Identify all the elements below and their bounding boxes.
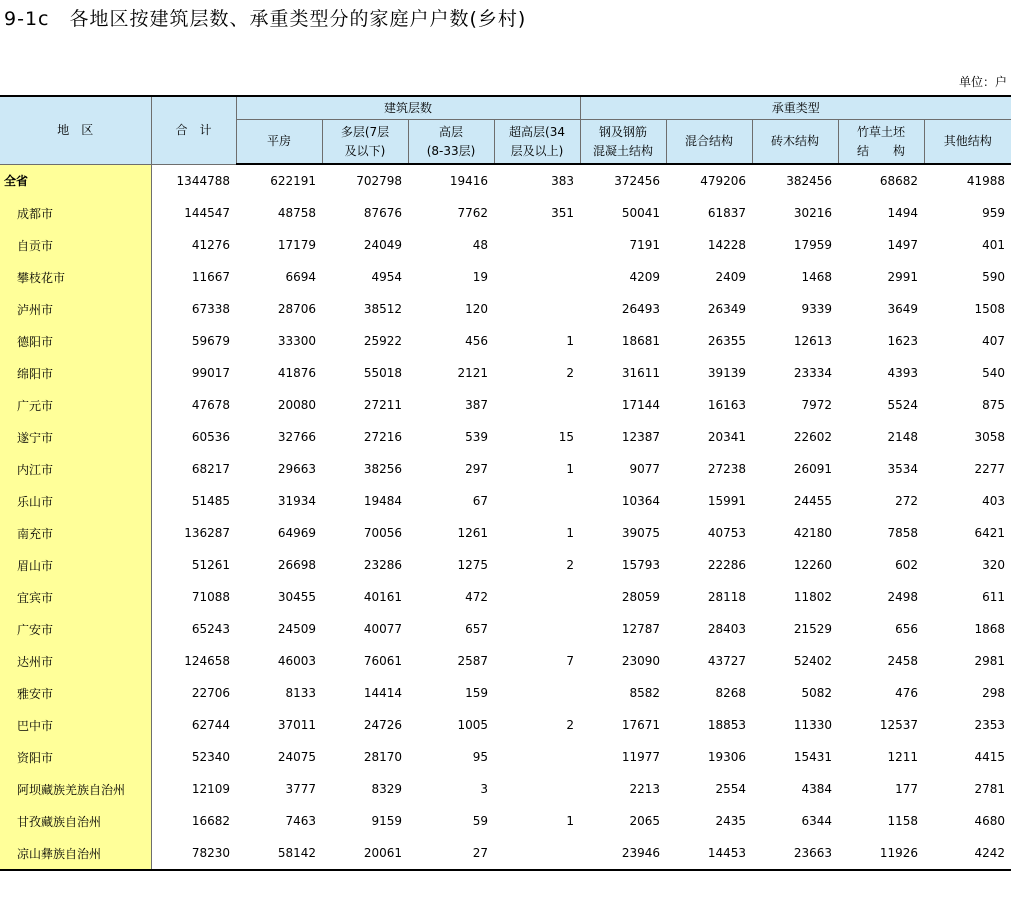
- header-col-line1: 竹草土坯: [857, 124, 906, 139]
- cell-chaogao: [494, 229, 580, 261]
- cell-qita: 2981: [974, 654, 1006, 668]
- cell-total: 68217: [191, 462, 230, 476]
- cell-zhuanmu: 9339: [801, 302, 833, 316]
- table-row: [0, 805, 1011, 837]
- region-cell: 广安市: [0, 613, 151, 645]
- cell-gaoceng: 120: [465, 302, 488, 316]
- cell-chaogao: 7: [566, 654, 575, 668]
- cell-zhucao: 2458: [887, 654, 919, 668]
- cell-zhuanmu: 30216: [793, 206, 833, 220]
- cell-pingfang: 28706: [277, 302, 316, 316]
- cell-zhuanmu: 12613: [793, 334, 833, 348]
- region-cell: 巴中市: [0, 709, 151, 741]
- cell-duoceng: 4954: [371, 270, 402, 284]
- region-cell: 凉山彝族自治州: [0, 837, 151, 870]
- cell-gangjin: 10364: [621, 494, 661, 508]
- header-floors-group: 建筑层数: [236, 96, 580, 120]
- cell-gaoceng: 1261: [457, 526, 488, 540]
- cell-zhuanmu: 24455: [793, 494, 833, 508]
- cell-hunhe: 16163: [707, 398, 747, 412]
- cell-zhucao: 2498: [887, 590, 919, 604]
- cell-gaoceng: 2587: [457, 654, 488, 668]
- cell-duoceng: 40077: [363, 622, 402, 636]
- cell-gaoceng: 539: [465, 430, 488, 444]
- cell-total: 78230: [151, 837, 236, 870]
- cell-total: 65243: [191, 622, 230, 636]
- cell-chaogao: [494, 773, 580, 805]
- table-row: [0, 229, 1011, 261]
- cell-hunhe: 2435: [715, 814, 747, 828]
- cell-gaoceng: 7762: [457, 206, 488, 220]
- cell-hunhe: 27238: [707, 462, 747, 476]
- cell-zhucao: 5524: [887, 398, 919, 412]
- cell-gaoceng: 1005: [457, 718, 488, 732]
- unit-label: 单位：户: [958, 75, 1007, 89]
- cell-duoceng: 24726: [363, 718, 402, 732]
- cell-gangjin: 18681: [621, 334, 661, 348]
- cell-zhucao: 12537: [879, 718, 919, 732]
- region-cell: 达州市: [0, 645, 151, 677]
- cell-chaogao: 2: [566, 558, 575, 572]
- cell-chaogao: [494, 837, 580, 870]
- cell-pingfang: 3777: [285, 782, 316, 796]
- cell-zhuanmu: 382456: [786, 174, 833, 188]
- table-row: [0, 357, 1011, 389]
- region-cell: 眉山市: [0, 549, 151, 581]
- cell-pingfang: 24509: [277, 622, 316, 636]
- cell-gaoceng: 3: [480, 782, 488, 796]
- header-col-4: [580, 120, 666, 165]
- cell-chaogao: 1: [566, 526, 575, 540]
- cell-duoceng: 19484: [363, 494, 402, 508]
- cell-qita: 1508: [974, 302, 1006, 316]
- cell-zhucao: 7858: [887, 526, 919, 540]
- cell-total: 51261: [191, 558, 230, 572]
- header-col-line2: 结 构: [857, 143, 906, 158]
- cell-duoceng: 87676: [363, 206, 402, 220]
- cell-chaogao: 2: [566, 718, 575, 732]
- header-region: 地 区: [0, 96, 151, 164]
- cell-gaoceng: 67: [472, 494, 488, 508]
- cell-duoceng: 27216: [363, 430, 402, 444]
- cell-zhucao: 1623: [887, 334, 919, 348]
- cell-gaoceng: 59: [472, 814, 488, 828]
- table-row: [0, 549, 1011, 581]
- cell-chaogao: 15: [558, 430, 575, 444]
- cell-zhucao: 1497: [887, 238, 919, 252]
- region-cell: 广元市: [0, 389, 151, 421]
- cell-gangjin: 9077: [629, 462, 661, 476]
- cell-qita: 4680: [974, 814, 1006, 828]
- cell-gaoceng: 19416: [449, 174, 488, 188]
- header-col-1: [322, 120, 408, 165]
- cell-hunhe: 18853: [707, 718, 747, 732]
- cell-gangjin: 23090: [621, 654, 661, 668]
- table-row: [0, 261, 1011, 293]
- cell-pingfang: 26698: [277, 558, 316, 572]
- cell-qita: 2277: [974, 462, 1006, 476]
- header-col-6: [752, 120, 838, 165]
- cell-gaoceng: 27: [408, 837, 494, 870]
- cell-qita: 298: [982, 686, 1006, 700]
- table-row: [0, 741, 1011, 773]
- cell-chaogao: [494, 261, 580, 293]
- table-row: [0, 837, 1011, 870]
- page-title: 9-1c 各地区按建筑层数、承重类型分的家庭户户数(乡村): [4, 8, 527, 30]
- cell-zhuanmu: 23663: [752, 837, 838, 870]
- cell-chaogao: 351: [551, 206, 575, 220]
- cell-zhuanmu: 7972: [801, 398, 833, 412]
- table-row: [0, 197, 1011, 229]
- cell-total: 41276: [191, 238, 230, 252]
- region-cell: 内江市: [0, 453, 151, 485]
- cell-zhuanmu: 17959: [793, 238, 833, 252]
- cell-qita: 611: [982, 590, 1006, 604]
- cell-total: 136287: [184, 526, 230, 540]
- cell-qita: 320: [982, 558, 1006, 572]
- cell-duoceng: 23286: [363, 558, 402, 572]
- cell-hunhe: 19306: [707, 750, 747, 764]
- region-cell: 南充市: [0, 517, 151, 549]
- cell-qita: 4242: [924, 837, 1011, 870]
- cell-qita: 1868: [974, 622, 1006, 636]
- cell-qita: 403: [982, 494, 1006, 508]
- cell-gaoceng: 2121: [457, 366, 488, 380]
- cell-chaogao: [494, 741, 580, 773]
- cell-qita: 590: [982, 270, 1006, 284]
- header-col-line2: (8-33层): [426, 143, 476, 158]
- cell-zhuanmu: 22602: [793, 430, 833, 444]
- cell-total: 16682: [191, 814, 230, 828]
- cell-duoceng: 25922: [363, 334, 402, 348]
- cell-hunhe: 61837: [707, 206, 747, 220]
- cell-hunhe: 26349: [707, 302, 747, 316]
- table-row: [0, 293, 1011, 325]
- cell-qita: 959: [982, 206, 1006, 220]
- cell-gangjin: 15793: [621, 558, 661, 572]
- cell-hunhe: 14228: [707, 238, 747, 252]
- cell-hunhe: 26355: [707, 334, 747, 348]
- cell-gangjin: 4209: [629, 270, 661, 284]
- table-row: [0, 164, 1011, 197]
- cell-zhucao: 177: [895, 782, 919, 796]
- cell-hunhe: 8268: [715, 686, 747, 700]
- cell-duoceng: 38512: [363, 302, 402, 316]
- cell-duoceng: 76061: [363, 654, 402, 668]
- cell-total: 67338: [191, 302, 230, 316]
- cell-pingfang: 37011: [277, 718, 316, 732]
- table-row: [0, 325, 1011, 357]
- cell-zhucao: 3649: [887, 302, 919, 316]
- cell-gangjin: 8582: [629, 686, 661, 700]
- cell-qita: 6421: [974, 526, 1006, 540]
- cell-pingfang: 31934: [277, 494, 316, 508]
- cell-pingfang: 30455: [277, 590, 316, 604]
- cell-zhuanmu: 15431: [793, 750, 833, 764]
- header-col-line1: 平房: [266, 134, 291, 148]
- cell-zhuanmu: 26091: [793, 462, 833, 476]
- cell-pingfang: 48758: [277, 206, 316, 220]
- cell-qita: 875: [982, 398, 1006, 412]
- region-cell: 泸州市: [0, 293, 151, 325]
- region-cell: 全省: [0, 164, 151, 197]
- cell-zhucao: 2991: [887, 270, 919, 284]
- cell-hunhe: 2409: [715, 270, 747, 284]
- table-row: [0, 677, 1011, 709]
- cell-qita: 401: [982, 238, 1006, 252]
- table-row: [0, 709, 1011, 741]
- cell-pingfang: 20080: [277, 398, 316, 412]
- cell-gangjin: 28059: [621, 590, 661, 604]
- cell-hunhe: 22286: [707, 558, 747, 572]
- cell-chaogao: [494, 293, 580, 325]
- cell-zhucao: 1211: [887, 750, 919, 764]
- cell-gangjin: 23946: [580, 837, 666, 870]
- cell-total: 62744: [191, 718, 230, 732]
- region-cell: 德阳市: [0, 325, 151, 357]
- table-row: [0, 485, 1011, 517]
- cell-zhucao: 1494: [887, 206, 919, 220]
- cell-total: 60536: [191, 430, 230, 444]
- header-col-line1: 高层: [438, 124, 463, 139]
- cell-chaogao: 1: [566, 814, 575, 828]
- cell-hunhe: 15991: [707, 494, 747, 508]
- cell-zhucao: 602: [895, 558, 919, 572]
- header-col-line2: 及以下): [344, 143, 386, 158]
- cell-zhucao: 656: [895, 622, 919, 636]
- table-row: [0, 581, 1011, 613]
- cell-gaoceng: 456: [465, 334, 488, 348]
- cell-zhucao: 476: [895, 686, 919, 700]
- cell-qita: 2353: [974, 718, 1006, 732]
- cell-zhuanmu: 6344: [801, 814, 833, 828]
- cell-chaogao: [494, 677, 580, 709]
- cell-gangjin: 17671: [621, 718, 661, 732]
- cell-gangjin: 39075: [621, 526, 661, 540]
- cell-total: 99017: [191, 366, 230, 380]
- table-row: [0, 645, 1011, 677]
- cell-pingfang: 64969: [277, 526, 316, 540]
- cell-pingfang: 8133: [285, 686, 316, 700]
- cell-zhucao: 1158: [887, 814, 919, 828]
- table-row: [0, 517, 1011, 549]
- cell-zhucao: 4393: [887, 366, 919, 380]
- region-cell: 成都市: [0, 197, 151, 229]
- cell-zhuanmu: 23334: [793, 366, 833, 380]
- cell-zhuanmu: 4384: [801, 782, 833, 796]
- table-row: [0, 773, 1011, 805]
- cell-zhuanmu: 42180: [793, 526, 833, 540]
- cell-total: 144547: [184, 206, 230, 220]
- cell-pingfang: 33300: [277, 334, 316, 348]
- cell-pingfang: 17179: [277, 238, 316, 252]
- cell-hunhe: 2554: [715, 782, 747, 796]
- cell-pingfang: 622191: [270, 174, 316, 188]
- header-col-line1: 砖木结构: [771, 134, 820, 148]
- cell-duoceng: 55018: [363, 366, 402, 380]
- region-cell: 雅安市: [0, 677, 151, 709]
- cell-duoceng: 702798: [356, 174, 402, 188]
- cell-hunhe: 479206: [700, 174, 747, 188]
- cell-chaogao: 1: [566, 462, 575, 476]
- cell-total: 124658: [184, 654, 230, 668]
- cell-duoceng: 40161: [363, 590, 402, 604]
- cell-zhuanmu: 12260: [793, 558, 833, 572]
- table-row: [0, 421, 1011, 453]
- cell-zhucao: 2148: [887, 430, 919, 444]
- table-row: [0, 453, 1011, 485]
- cell-duoceng: 27211: [363, 398, 402, 412]
- cell-zhucao: 3534: [887, 462, 919, 476]
- cell-gaoceng: 1275: [457, 558, 488, 572]
- cell-qita: 407: [982, 334, 1006, 348]
- cell-chaogao: [494, 613, 580, 645]
- cell-pingfang: 24075: [277, 750, 316, 764]
- cell-zhuanmu: 11330: [793, 718, 833, 732]
- cell-gaoceng: 159: [465, 686, 488, 700]
- cell-total: 52340: [191, 750, 230, 764]
- cell-chaogao: 383: [551, 174, 575, 188]
- cell-pingfang: 6694: [285, 270, 316, 284]
- cell-total: 12109: [191, 782, 230, 796]
- header-col-2: [408, 120, 494, 165]
- cell-qita: 4415: [974, 750, 1006, 764]
- cell-zhucao: 272: [895, 494, 919, 508]
- region-cell: 乐山市: [0, 485, 151, 517]
- header-col-7: [838, 120, 924, 165]
- cell-chaogao: 2: [566, 366, 575, 380]
- cell-gaoceng: 387: [465, 398, 488, 412]
- header-total: 合 计: [151, 96, 236, 164]
- region-cell: 宜宾市: [0, 581, 151, 613]
- cell-duoceng: 9159: [371, 814, 402, 828]
- cell-pingfang: 29663: [277, 462, 316, 476]
- region-cell: 甘孜藏族自治州: [0, 805, 151, 837]
- cell-gangjin: 26493: [621, 302, 661, 316]
- cell-chaogao: 1: [566, 334, 575, 348]
- cell-gaoceng: 19: [472, 270, 488, 284]
- cell-duoceng: 70056: [363, 526, 402, 540]
- cell-chaogao: [494, 581, 580, 613]
- cell-pingfang: 58142: [236, 837, 322, 870]
- cell-gangjin: 2065: [629, 814, 661, 828]
- cell-duoceng: 24049: [363, 238, 402, 252]
- cell-zhucao: 68682: [879, 174, 919, 188]
- cell-gaoceng: 48: [472, 238, 488, 252]
- cell-total: 71088: [191, 590, 230, 604]
- cell-hunhe: 39139: [707, 366, 747, 380]
- cell-duoceng: 38256: [363, 462, 402, 476]
- header-bearing-group: 承重类型: [580, 96, 1011, 120]
- cell-gaoceng: 297: [465, 462, 488, 476]
- cell-zhuanmu: 11802: [793, 590, 833, 604]
- cell-duoceng: 20061: [322, 837, 408, 870]
- region-cell: 阿坝藏族羌族自治州: [0, 773, 151, 805]
- table-row: [0, 389, 1011, 421]
- table-row: [0, 613, 1011, 645]
- region-cell: 遂宁市: [0, 421, 151, 453]
- cell-gangjin: 50041: [621, 206, 661, 220]
- header-col-5: [666, 120, 752, 165]
- cell-qita: 2781: [974, 782, 1006, 796]
- region-cell: 资阳市: [0, 741, 151, 773]
- header-col-line2: 混凝土结构: [593, 143, 654, 158]
- cell-qita: 540: [982, 366, 1006, 380]
- header-col-0: [236, 120, 322, 165]
- cell-total: 22706: [191, 686, 230, 700]
- cell-gangjin: 31611: [621, 366, 661, 380]
- region-cell: 自贡市: [0, 229, 151, 261]
- cell-total: 11667: [191, 270, 230, 284]
- cell-hunhe: 28118: [707, 590, 747, 604]
- header-col-line1: 其他结构: [943, 134, 992, 148]
- cell-duoceng: 8329: [371, 782, 402, 796]
- header-col-line1: 混合结构: [685, 134, 734, 148]
- cell-hunhe: 43727: [707, 654, 747, 668]
- cell-zhuanmu: 1468: [801, 270, 833, 284]
- region-cell: 绵阳市: [0, 357, 151, 389]
- cell-gangjin: 12387: [621, 430, 661, 444]
- cell-duoceng: 14414: [363, 686, 402, 700]
- cell-gaoceng: 657: [465, 622, 488, 636]
- header-col-line2: 层及以上): [510, 143, 564, 158]
- cell-gangjin: 12787: [621, 622, 661, 636]
- cell-pingfang: 32766: [277, 430, 316, 444]
- cell-zhuanmu: 21529: [793, 622, 833, 636]
- cell-qita: 41988: [966, 174, 1006, 188]
- cell-hunhe: 14453: [666, 837, 752, 870]
- cell-pingfang: 41876: [277, 366, 316, 380]
- data-table: [0, 95, 1011, 871]
- cell-pingfang: 7463: [285, 814, 316, 828]
- cell-zhuanmu: 52402: [793, 654, 833, 668]
- cell-chaogao: [494, 389, 580, 421]
- cell-gangjin: 2213: [629, 782, 661, 796]
- cell-total: 59679: [191, 334, 230, 348]
- cell-gangjin: 7191: [629, 238, 661, 252]
- cell-gaoceng: 95: [472, 750, 488, 764]
- cell-zhuanmu: 5082: [801, 686, 833, 700]
- cell-total: 1344788: [176, 173, 230, 188]
- cell-pingfang: 46003: [277, 654, 316, 668]
- cell-total: 47678: [191, 398, 230, 412]
- cell-gangjin: 17144: [621, 398, 661, 412]
- header-col-8: [924, 120, 1011, 165]
- cell-total: 51485: [191, 494, 230, 508]
- cell-gangjin: 11977: [621, 750, 661, 764]
- cell-hunhe: 40753: [707, 526, 747, 540]
- cell-qita: 3058: [974, 430, 1006, 444]
- header-col-line1: 钢及钢筋: [599, 124, 648, 139]
- header-col-line1: 多层(7层: [340, 124, 390, 139]
- cell-hunhe: 20341: [707, 430, 747, 444]
- header-col-3: [494, 120, 580, 165]
- cell-chaogao: [494, 485, 580, 517]
- cell-duoceng: 28170: [363, 750, 402, 764]
- cell-gangjin: 372456: [614, 174, 661, 188]
- header-col-line1: 超高层(34: [509, 124, 565, 139]
- cell-hunhe: 28403: [707, 622, 747, 636]
- cell-zhucao: 11926: [838, 837, 924, 870]
- region-cell: 攀枝花市: [0, 261, 151, 293]
- cell-gaoceng: 472: [465, 590, 488, 604]
